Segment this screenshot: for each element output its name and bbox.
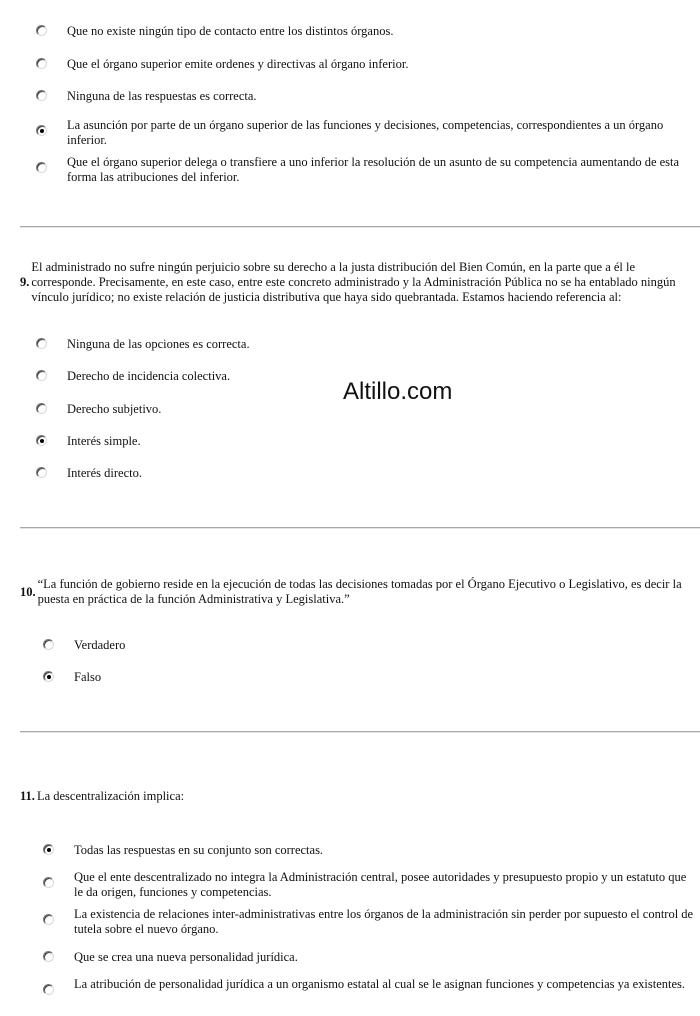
q11-option-4[interactable] (43, 950, 694, 965)
q8-option-1[interactable] (36, 24, 694, 39)
question-text: El administrado no sufre ningún perjuicio sobre su derecho a la justa distribución del Bien Común, en la parte que a él le corresponde. Precisamente, en este caso, entre este concreto administrado y la Administración Pública no se ha entablado ningún vínculo jurídico; no existe relación de justicia distributiva que haya sido quebrantada. Estamos haciendo referencia al: (31, 260, 676, 304)
option-label: Derecho de incidencia colectiva. (67, 369, 231, 383)
radio-button-selected[interactable] (36, 125, 47, 136)
radio-button[interactable] (36, 467, 47, 478)
option-label: Verdadero (74, 638, 126, 652)
option-label: Derecho subjetivo. (67, 402, 162, 416)
radio-button-selected[interactable] (43, 671, 54, 682)
question-10 (20, 577, 698, 607)
radio-button[interactable] (36, 90, 47, 101)
radio-button[interactable] (36, 403, 47, 414)
q9-option-1[interactable] (36, 337, 694, 352)
option-label: Que el ente descentralizado no integra la Administración central, posee autoridades y presupuesto propio y un estatuto que le da origen, funciones y competencias. (74, 870, 687, 899)
q8-option-4[interactable] (36, 118, 694, 148)
radio-button[interactable] (36, 58, 47, 69)
option-label: Falso (74, 670, 102, 684)
option-label: La asunción por parte de un órgano superior de las funciones y decisiones, competencias, correspondientes a un órgano inferior. (67, 118, 664, 147)
radio-button[interactable] (43, 639, 54, 650)
option-label: La atribución de personalidad jurídica a un organismo estatal al cual se le asignan funciones y competencias ya existentes. (74, 977, 686, 991)
option-label: Ninguna de las opciones es correcta. (67, 337, 250, 351)
question-9 (20, 260, 698, 305)
q9-option-4[interactable] (36, 434, 694, 449)
q8-option-5[interactable] (36, 155, 694, 185)
radio-button[interactable] (43, 984, 54, 995)
question-number: 9. (20, 275, 30, 289)
divider (20, 226, 700, 228)
radio-button[interactable] (43, 951, 54, 962)
radio-button[interactable] (36, 162, 47, 173)
option-label: Interés simple. (67, 434, 141, 448)
radio-button[interactable] (36, 370, 47, 381)
watermark: Altillo.com (343, 378, 453, 405)
divider (20, 731, 700, 733)
option-label: Que el órgano superior delega o transfiere a uno inferior la resolución de un asunto de su competencia aumentando de esta forma las atribuciones del inferior. (67, 155, 680, 184)
option-label: Que el órgano superior emite ordenes y directivas al órgano inferior. (67, 57, 409, 71)
radio-button[interactable] (36, 338, 47, 349)
question-number: 11. (20, 789, 35, 803)
radio-button-selected[interactable] (43, 844, 54, 855)
q11-option-5[interactable] (43, 977, 694, 995)
q10-option-1[interactable] (43, 638, 694, 653)
question-number: 10. (20, 584, 36, 599)
radio-button[interactable] (43, 914, 54, 925)
q8-option-3[interactable] (36, 89, 694, 104)
option-label: Que se crea una nueva personalidad jurídica. (74, 950, 298, 964)
option-label: Que no existe ningún tipo de contacto entre los distintos órganos. (67, 24, 394, 38)
divider (20, 527, 700, 529)
option-label: Todas las respuestas en su conjunto son correctas. (74, 843, 324, 857)
q11-option-1[interactable] (43, 843, 694, 858)
radio-button[interactable] (36, 25, 47, 36)
q9-option-5[interactable] (36, 466, 694, 481)
q11-option-2[interactable] (43, 870, 694, 900)
q11-option-3[interactable] (43, 907, 694, 937)
radio-button[interactable] (43, 877, 54, 888)
question-text: La descentralización implica: (36, 789, 185, 803)
option-label: Ninguna de las respuestas es correcta. (67, 89, 257, 103)
option-label: Interés directo. (67, 466, 142, 480)
option-label: La existencia de relaciones inter-administrativas entre los órganos de la administración sin perder por supuesto el control de tutela sobre el nuevo órgano. (74, 907, 694, 936)
question-11 (20, 789, 698, 804)
radio-button-selected[interactable] (36, 435, 47, 446)
q10-option-2[interactable] (43, 670, 694, 685)
q8-option-2[interactable] (36, 57, 694, 72)
question-text: “La función de gobierno reside en la ejecución de todas las decisiones tomadas por el Órgano Ejecutivo o Legislativo, es decir la puesta en práctica de la función Administrativa y Legislativa.” (37, 577, 682, 606)
